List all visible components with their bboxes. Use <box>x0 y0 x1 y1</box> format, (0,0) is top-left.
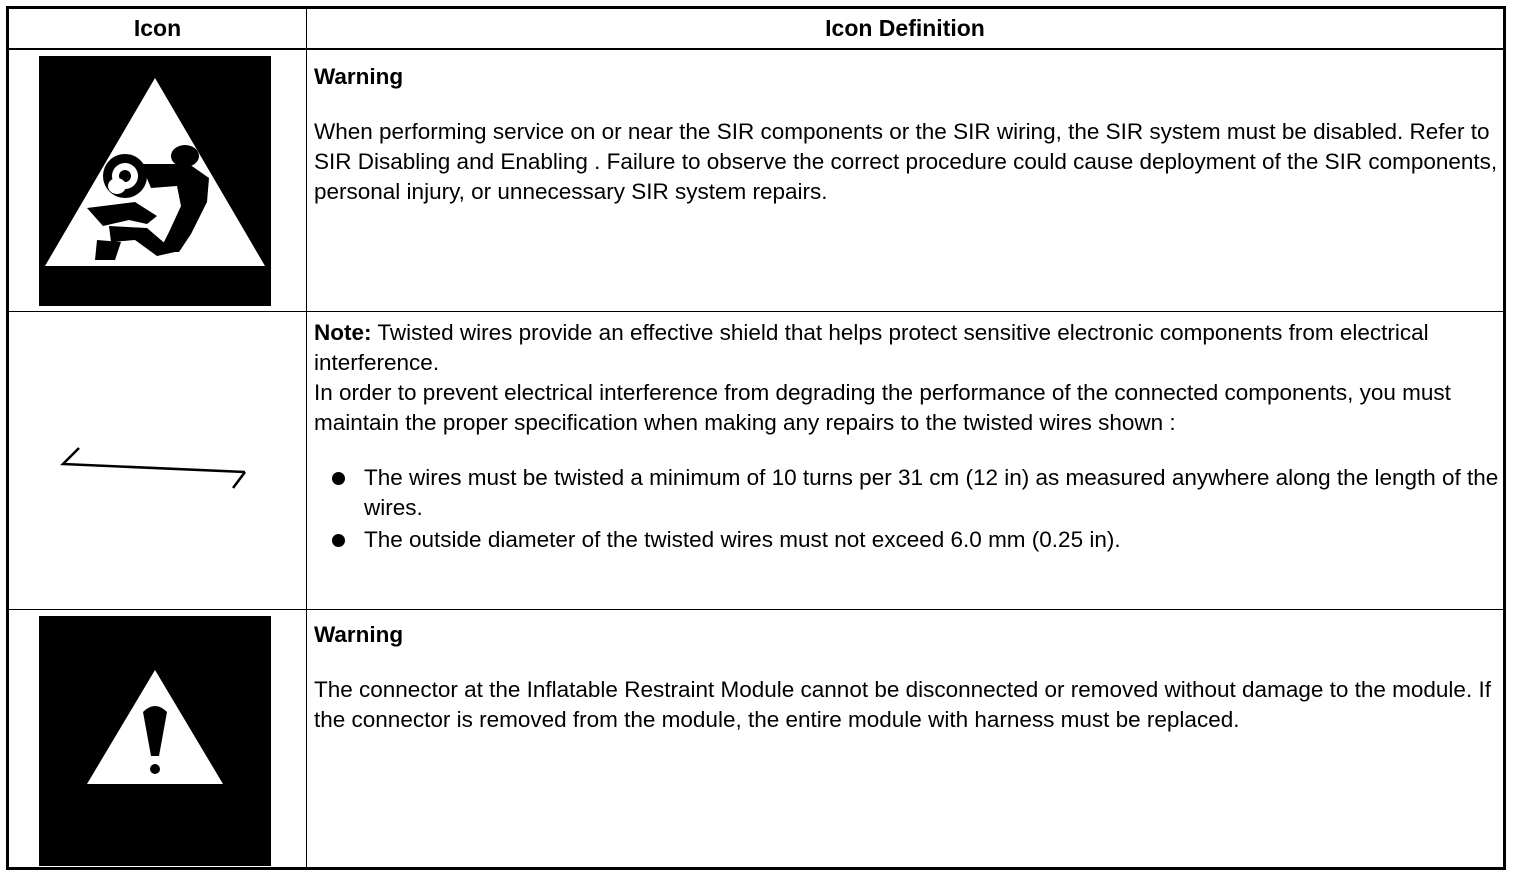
icon-cell <box>9 50 306 311</box>
table-row <box>9 50 1503 312</box>
definition-cell <box>314 620 1500 735</box>
list-item <box>314 525 1500 555</box>
twisted-wires-icon <box>49 432 259 502</box>
warning-title: Warning <box>314 64 404 89</box>
note-label: Note: <box>314 320 372 345</box>
list-item <box>314 463 1500 523</box>
header-icon: Icon <box>133 15 182 41</box>
warning-paragraph: When performing service on or near the SIR components or the SIR wiring, the SIR system must be disabled. Refer to SIR Disabling and Enabling . Failure to observe the correct procedure could cause deployment of the SIR components, personal injury, or unnecessary SIR system repairs. <box>314 119 1498 204</box>
definition-cell <box>314 318 1500 557</box>
header-icon-definition: Icon Definition <box>825 15 985 41</box>
table-row <box>9 312 1503 610</box>
table-header-row <box>9 9 1503 50</box>
icon-cell <box>9 610 306 867</box>
icon-definition-table <box>6 6 1506 870</box>
exclamation-warning-icon <box>39 616 271 866</box>
list-item-text: The outside diameter of the twisted wires must not exceed 6.0 mm (0.25 in). <box>364 527 1121 552</box>
warning-title: Warning <box>314 622 404 647</box>
definition-cell <box>314 62 1500 207</box>
bullet-icon <box>332 534 345 547</box>
bullet-icon <box>332 472 345 485</box>
note-text <box>314 318 1500 378</box>
list-item-text: The wires must be twisted a minimum of 10 turns per 31 cm (12 in) as measured anywhere along the length of the wires. <box>364 465 1499 520</box>
table-row <box>9 610 1503 867</box>
icon-cell <box>9 312 306 609</box>
sir-airbag-warning-icon <box>39 56 271 306</box>
note-body: Twisted wires provide an effective shield that helps protect sensitive electronic components from electrical interference. <box>314 320 1429 375</box>
spec-list <box>314 463 1500 555</box>
note-paragraph: In order to prevent electrical interference from degrading the performance of the connected components, you must maintain the proper specification when making any repairs to the twisted wires shown : <box>314 380 1451 435</box>
warning-paragraph: The connector at the Inflatable Restraint Module cannot be disconnected or removed without damage to the module. If the connector is removed from the module, the entire module with harness must be replaced. <box>314 677 1491 732</box>
